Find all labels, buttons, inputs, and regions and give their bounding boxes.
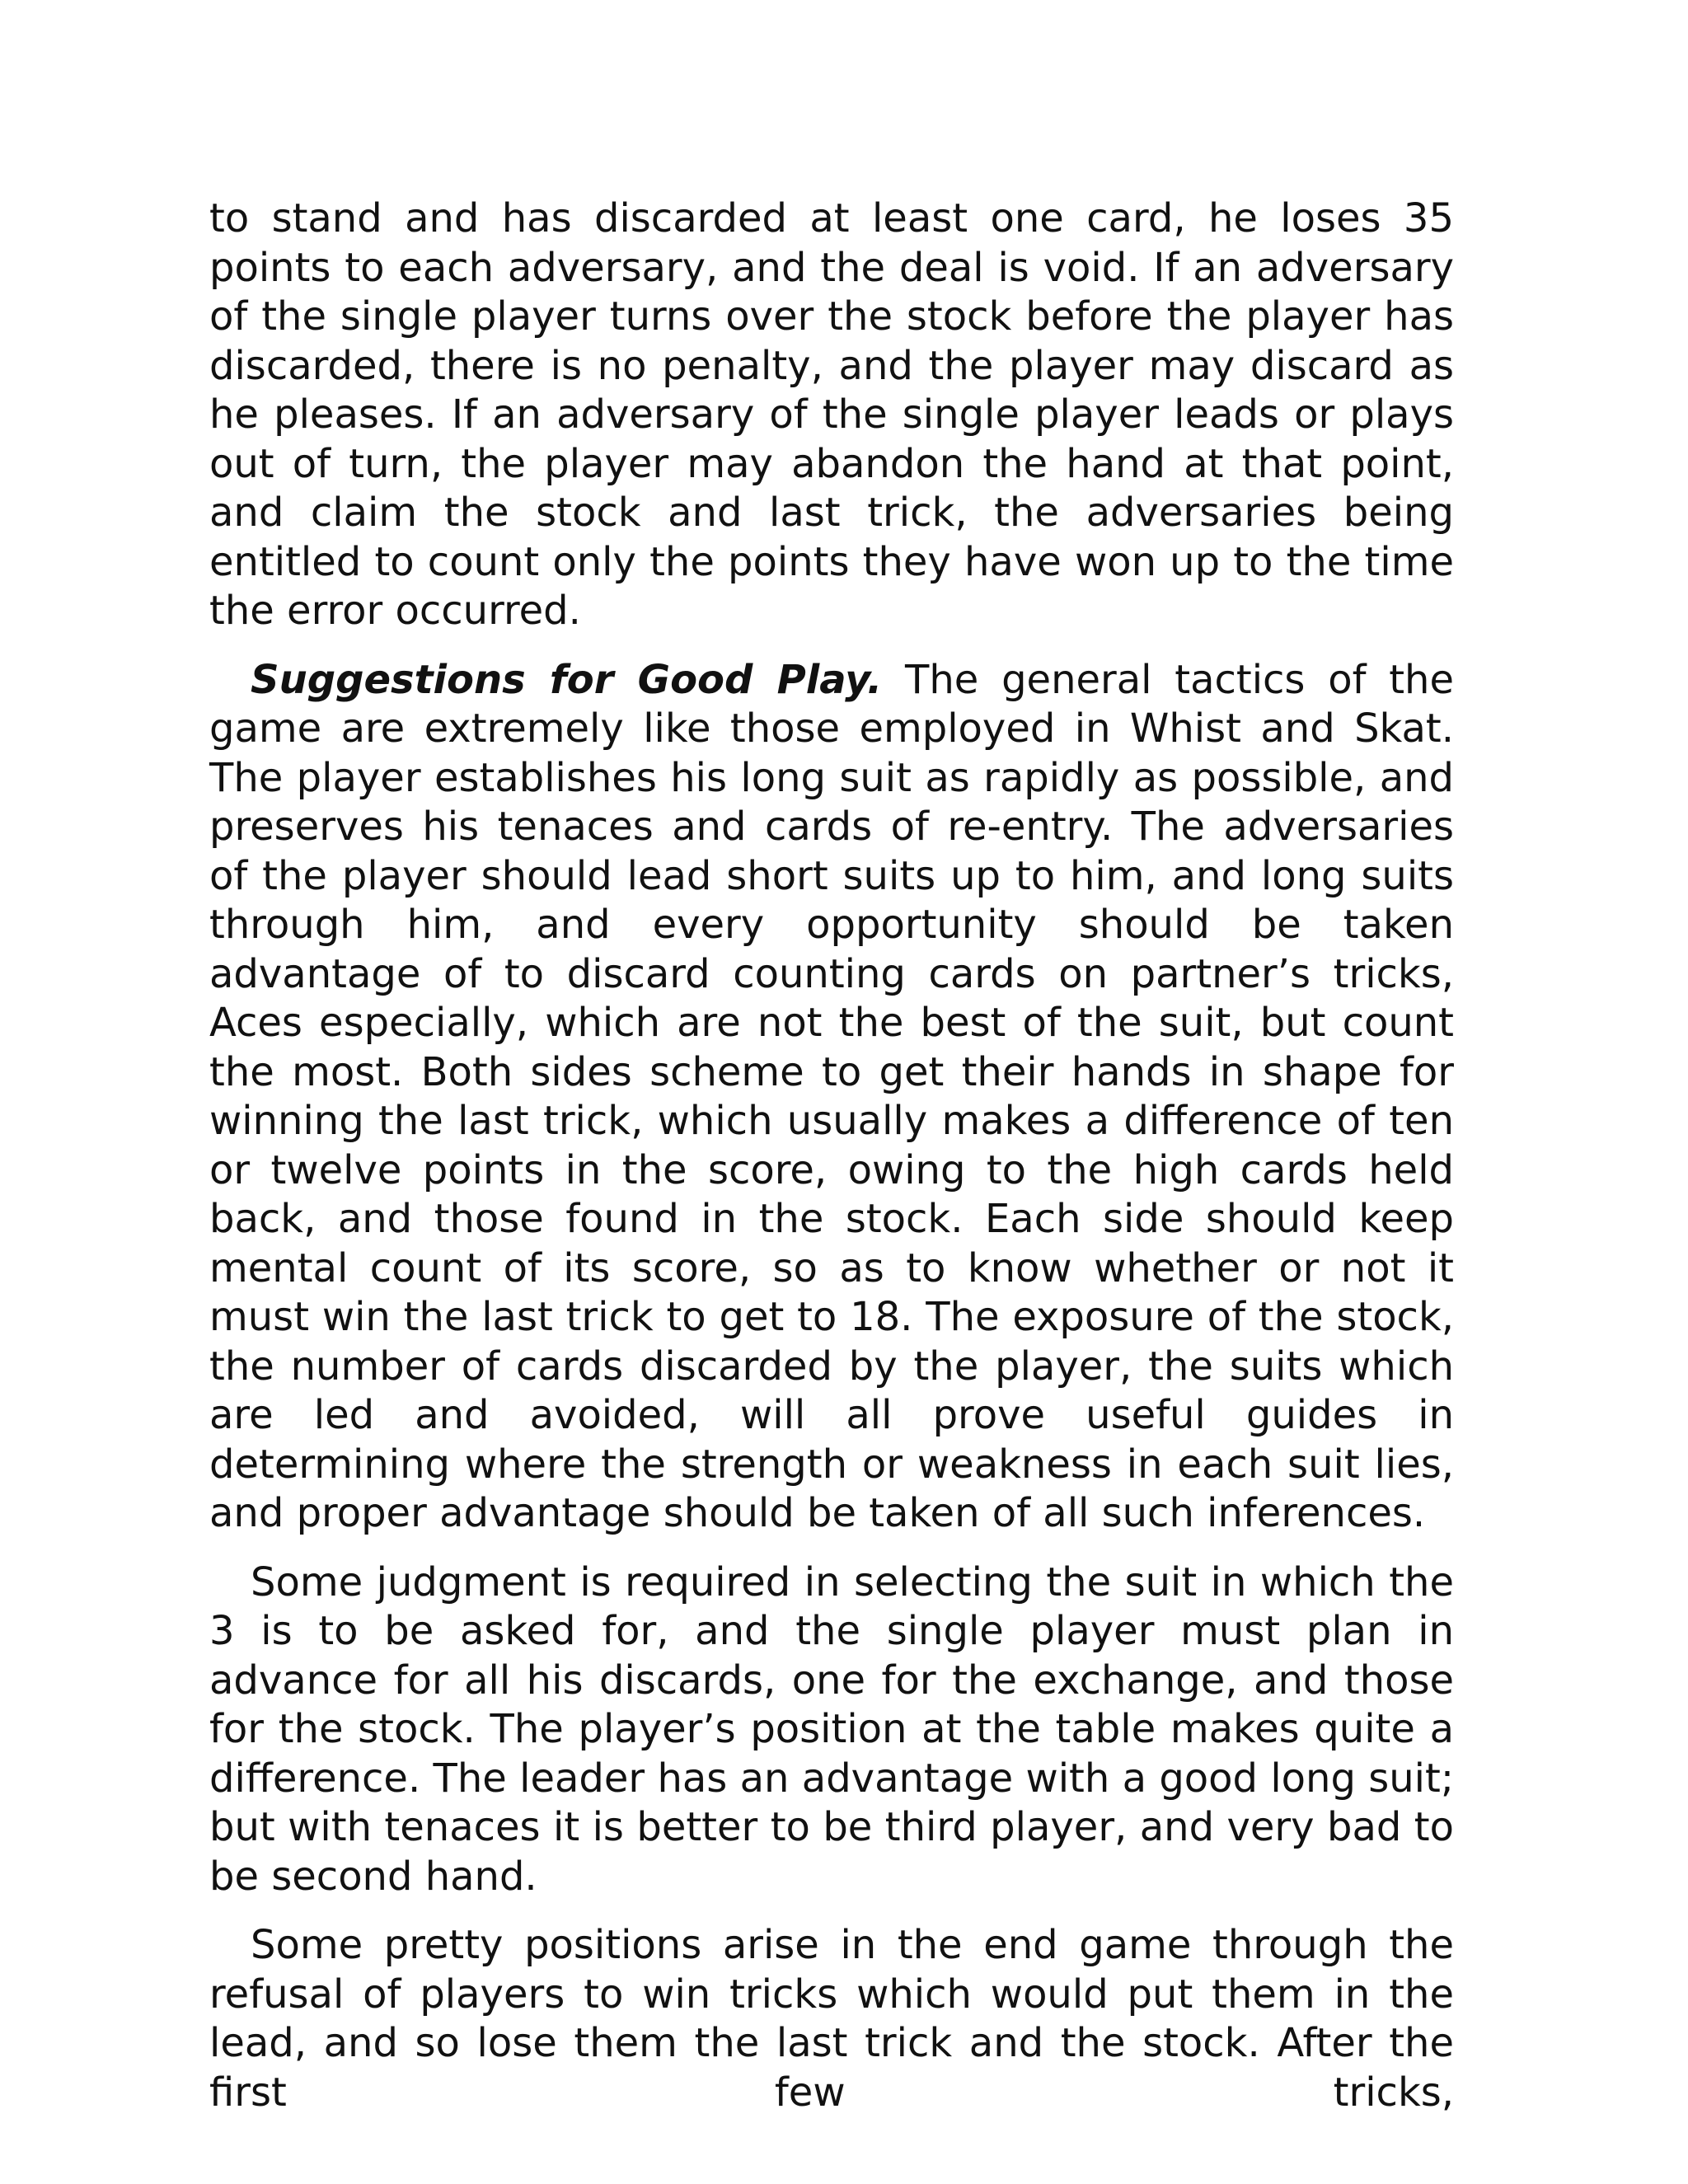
paragraph-text: to stand and has discarded at least one card, he loses 35 points to each adversary, and the deal is void. If an adversary of the single player turns over the stock before the player has discarded, there is no penalty, and the player may discard as he pleases. If an adversary of the single player leads or plays out of turn, the player may abandon the hand at that point, and claim the stock and last trick, the adversaries being entitled to count only the points they have won up to the time the error occurred. — [209, 195, 1454, 634]
paragraph-text: Some pretty positions arise in the end game through the refusal of players to win tricks which would put them in the lead, and so lose them the last trick and the stock. After the first few tricks, — [209, 1922, 1454, 2116]
section-heading: Suggestions for Good Play. — [251, 656, 883, 703]
paragraph-end-game — [209, 1921, 1454, 2117]
page-body — [209, 194, 1454, 2137]
paragraph-suggestions — [209, 656, 1454, 1539]
paragraph-text: Some judgment is required in selecting the suit in which the 3 is to be asked for, and the single player must plan in advance for all his discards, one for the exchange, and those for the stock. The player’s position at the table makes quite a difference. The leader has an advantage with a good long suit; but with tenaces it is better to be third player, and very bad to be second hand. — [209, 1558, 1454, 1900]
paragraph-text: The general tactics of the game are extremely like those employed in Whist and Skat. The player establishes his long suit as rapidly as possible, and preserves his tenaces and cards of re-entry. The adversaries of the player should lead short suits up to him, and long suits through him, and every opportunity should be taken advantage of to discard counting cards on partner’s tricks, Aces especially, which are not the best of the suit, but count the most. Both sides scheme to get their hands in shape for winning the last trick, which usually makes a difference of ten or twelve points in the score, owing to the high cards held back, and those found in the stock. Each side should keep mental count of its score, so as to know whether or not it must win the last trick to get to 18. The exposure of the stock, the number of cards discarded by the player, the suits which are led and avoided, will all prove useful guides in determining where the strength or weakness in each suit lies, and proper advantage should be taken of all such inferences. — [209, 656, 1455, 1536]
paragraph-penalties — [209, 194, 1454, 636]
paragraph-judgment — [209, 1558, 1454, 1902]
